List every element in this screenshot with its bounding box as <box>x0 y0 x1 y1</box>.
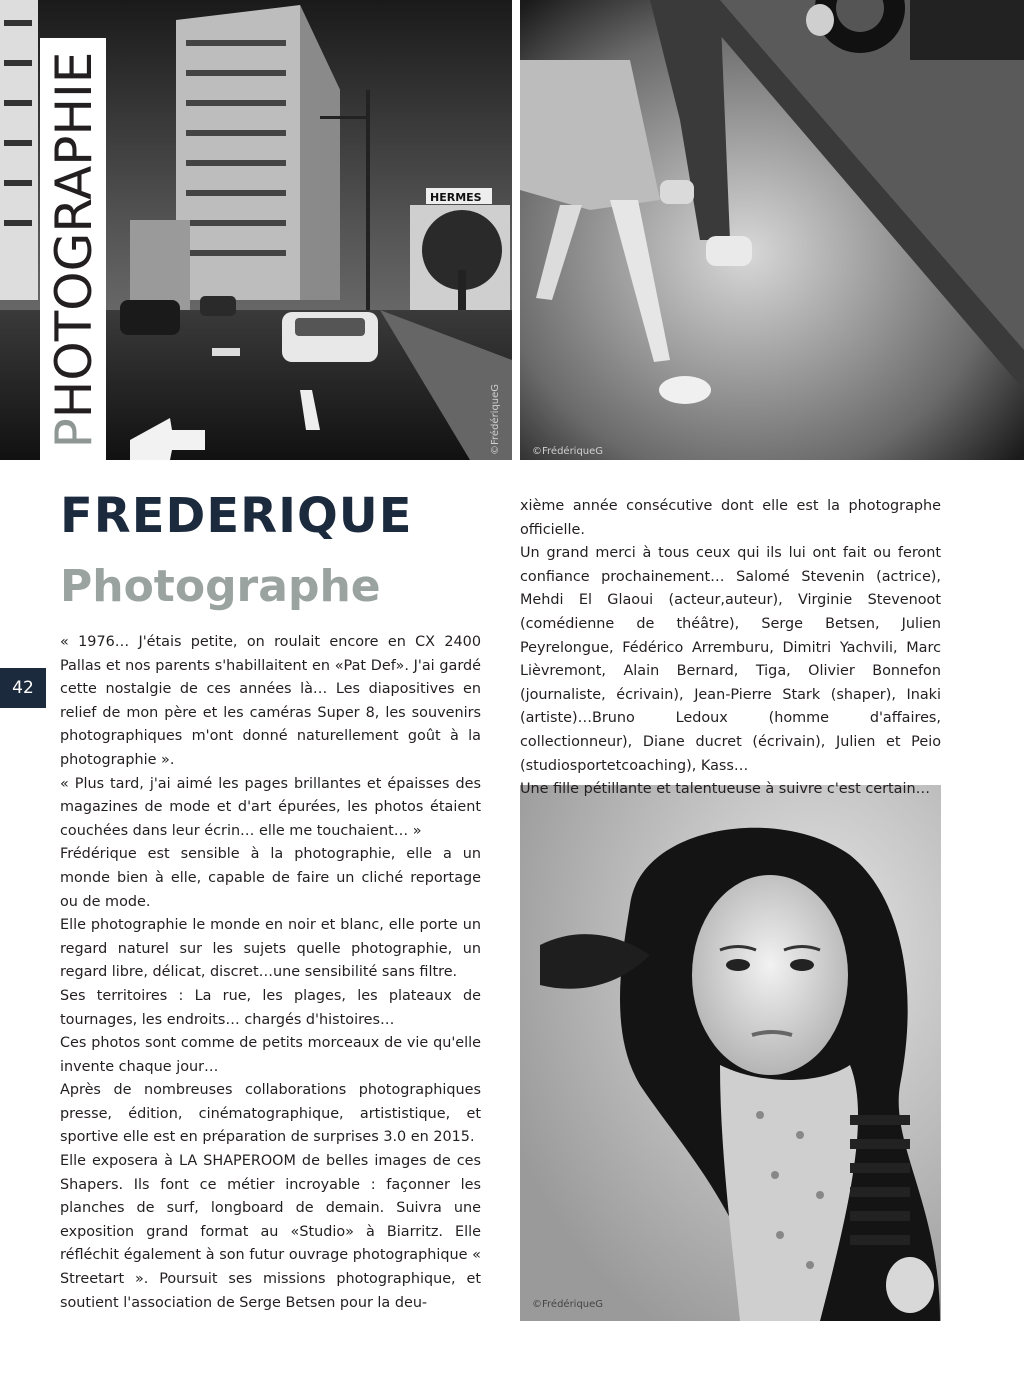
paragraph: Une fille pétillante et talentueuse à suivre c'est certain… <box>520 781 931 798</box>
paragraph: Elle exposera à LA SHAPEROOM de belles images de ces Shapers. Ils font ce métier incroyable : façonner les planches de surf, longboard de demain. Suivra une exposition grand format au «Studio» à Biarritz. Elle réfléchit également à son futur ouvrage photographique « Streetart ». Poursuit ses missions photographique, et soutient l'association de Serge Betsen pour la deu- <box>60 1153 481 1311</box>
paragraph: Après de nombreuses collaborations photographiques presse, édition, cinématographique, artististique, et sportive elle est en préparation de surprises 3.0 en 2015. <box>60 1082 481 1146</box>
paragraph: Elle photographie le monde en noir et blanc, elle porte un regard naturel sur les sujets quelle photographie, un regard libre, délicat, discret…une sensibilité sans filtre. <box>60 917 481 981</box>
paragraph: Frédérique est sensible à la photographie, elle a un monde bien à elle, capable de faire un cliché reportage ou de mode. <box>60 846 481 910</box>
photo-credit-street: ©FrédériqueG <box>490 383 501 455</box>
section-label <box>45 51 103 449</box>
paragraph: « 1976… J'étais petite, on roulait encore en CX 2400 Pallas et nos parents s'habillaitent en «Pat Def». J'ai gardé cette nostalgie de ces années là… Les diapositives en relief de mon père et les caméras Super 8, les souvenirs photographiques m'ont donné naturellement goût à la photographie ». <box>60 634 481 768</box>
section-label-initial: P <box>45 418 103 449</box>
photo-credit-girl: ©FrédériqueG <box>532 1299 604 1310</box>
article-title: FREDERIQUE <box>60 488 413 544</box>
article-column-left <box>60 631 481 1315</box>
article-subtitle: Photographe <box>60 561 381 612</box>
photo-credit-legs: ©FrédériqueG <box>532 446 604 457</box>
section-label-rest: HOTOGRAPHIE <box>45 51 103 419</box>
paragraph: « Plus tard, j'ai aimé les pages brillantes et épaisses des magazines de mode et d'art épurées, les photos étaient couchées dans leur écrin… elle me touchaient… » <box>60 775 481 839</box>
legs-photo <box>520 0 1024 460</box>
girl-portrait-photo <box>520 785 941 1321</box>
paragraph: Ses territoires : La rue, les plages, les plateaux de tournages, les endroits… chargés d'histoires… <box>60 987 481 1028</box>
article-column-right <box>520 495 941 802</box>
paragraph: Un grand merci à tous ceux qui ils lui ont fait ou feront confiance prochainement… Salomé Stevenin (actrice), Mehdi El Glaoui (acteur,auteur), Virginie Stevenoot (comédienne de théâtre), Serge Betsen, Julien Peyrelongue, Fédérico Arremburu, Dimitri Yachvili, Marc Lièvremont, Alain Bernard, Tiga, Olivier Bonnefon (journaliste, écrivain), Jean-Pierre Stark (shaper), Inaki (artiste)…Bruno Ledoux (homme d'affaires, collectionneur), Diane ducret (écrivain), Julien et Peio (studiosportetcoaching), Kass… <box>520 545 941 774</box>
page-number: 42 <box>0 668 46 708</box>
svg-text:HERMES: HERMES <box>430 191 482 204</box>
paragraph: Ces photos sont comme de petits morceaux de vie qu'elle invente chaque jour… <box>60 1035 481 1075</box>
paragraph: xième année consécutive dont elle est la photographe officielle. <box>520 498 941 538</box>
